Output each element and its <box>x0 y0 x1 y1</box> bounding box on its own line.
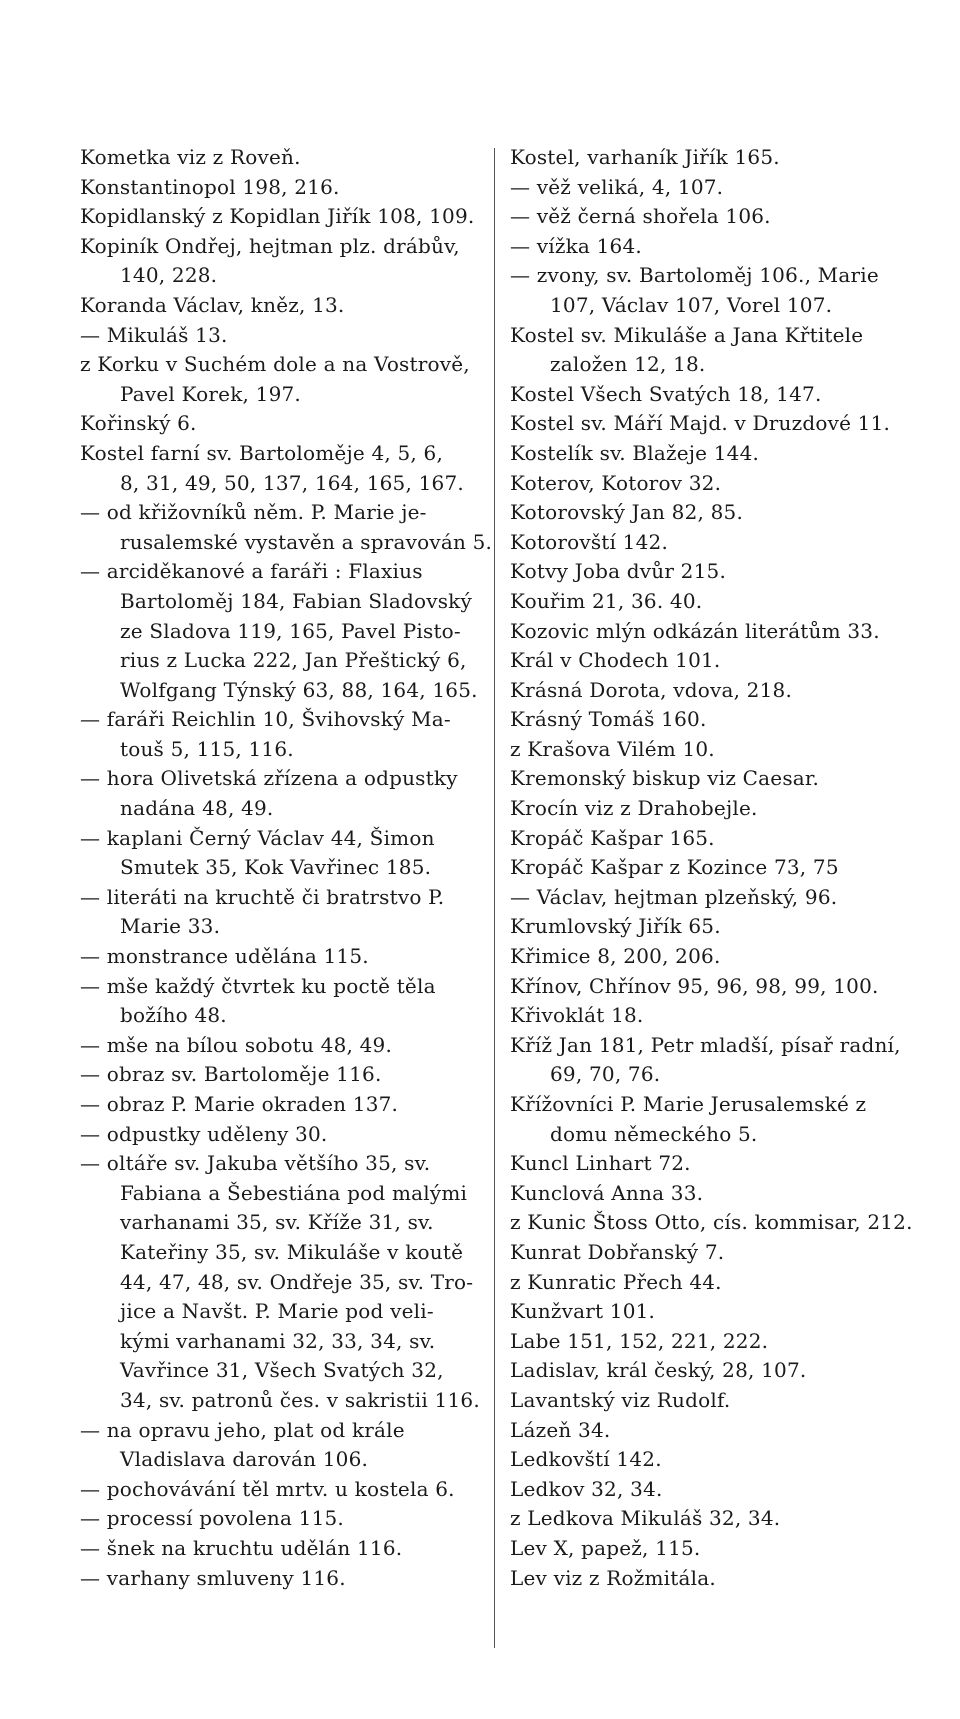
index-entry-line: Kozovic mlýn odkázán literátům 33. <box>510 618 880 643</box>
index-entry-line: Lázeň 34. <box>510 1417 611 1442</box>
index-entry-line: Křimice 8, 200, 206. <box>510 944 721 969</box>
index-entry-line: — varhany smluveny 116. <box>80 1565 346 1590</box>
index-entry-line: Krocín viz z Drahobejle. <box>510 796 758 821</box>
index-entry-line: — arciděkanové a faráři : Flaxius <box>80 559 423 584</box>
index-entry-line: Vladislava darován 106. <box>120 1447 369 1472</box>
index-entry-line: Kostel sv. Mikuláše a Jana Křtitele <box>510 322 864 347</box>
index-entry-line: Křížovníci P. Marie Jerusalemské z <box>510 1092 867 1116</box>
index-entry-line: — oltáře sv. Jakuba většího 35, sv. <box>80 1151 431 1176</box>
index-entry-line: Křivoklát 18. <box>510 1003 644 1028</box>
index-entry-line: Kostel Všech Svatých 18, 147. <box>510 381 822 406</box>
index-entry-line: domu německého 5. <box>550 1121 758 1146</box>
index-entry-line: — hora Olivetská zřízena a odpustky <box>80 766 458 791</box>
index-entry-line: Kopiník Ondřej, hejtman plz. drábův, <box>80 233 460 258</box>
index-entry-line: Fabiana a Šebestiána pod malými <box>120 1180 468 1205</box>
index-entry-line: z Kunic Štoss Otto, cís. kommisar, 212. <box>510 1210 913 1235</box>
index-entry-line: božího 48. <box>120 1003 227 1028</box>
index-entry-line: — odpustky uděleny 30. <box>80 1121 328 1146</box>
index-entry-line: — věž černá shořela 106. <box>510 204 771 229</box>
column-divider <box>494 148 495 1648</box>
index-entry-line: Vavřince 31, Všech Svatých 32, <box>120 1358 444 1383</box>
index-entry-line: Kostel sv. Máří Majd. v Druzdové 11. <box>510 411 891 436</box>
index-entry-line: Kostelík sv. Blažeje 144. <box>510 440 760 465</box>
index-entry-line: Krumlovský Jiřík 65. <box>510 914 721 939</box>
index-entry-line: — na opravu jeho, plat od krále <box>80 1417 405 1442</box>
index-entry-line: Labe 151, 152, 221, 222. <box>510 1328 769 1353</box>
index-entry-line: — Václav, hejtman plzeňský, 96. <box>510 884 838 909</box>
index-entry-line: Lavantský viz Rudolf. <box>510 1387 731 1412</box>
index-entry-line: Krásný Tomáš 160. <box>510 707 707 732</box>
index-entry-line: Kunrat Dobřanský 7. <box>510 1239 725 1264</box>
index-entry-line: Wolfgang Týnský 63, 88, 164, 165. <box>120 677 478 702</box>
index-entry-line: 34, sv. patronů čes. v sakristii 116. <box>120 1387 480 1412</box>
index-entry-line: rius z Lucka 222, Jan Přeštický 6, <box>120 648 467 673</box>
index-entry-line: — pochovávání těl mrtv. u kostela 6. <box>80 1476 455 1501</box>
index-entry-line: nadána 48, 49. <box>120 796 274 821</box>
index-entry-line: varhanami 35, sv. Kříže 31, sv. <box>120 1210 434 1235</box>
index-entry-line: z Ledkova Mikuláš 32, 34. <box>510 1506 781 1531</box>
index-entry-line: Marie 33. <box>120 914 221 939</box>
index-entry-line: 44, 47, 48, sv. Ondřeje 35, sv. Tro- <box>120 1269 474 1294</box>
index-entry-line: Kotvy Joba dvůr 215. <box>510 559 727 584</box>
index-entry-line: Kunclová Anna 33. <box>510 1180 704 1205</box>
index-entry-line: Kostel, varhaník Jiřík 165. <box>510 145 780 169</box>
index-entry-line: Koterov, Kotorov 32. <box>510 470 722 495</box>
index-entry-line: ze Sladova 119, 165, Pavel Pisto- <box>120 618 461 643</box>
index-entry-line: — obraz sv. Bartoloměje 116. <box>80 1062 382 1087</box>
index-entry-line: — věž veliká, 4, 107. <box>510 174 724 199</box>
index-entry-line: — literáti na kruchtě či bratrstvo P. <box>80 884 445 909</box>
index-entry-line: — zvony, sv. Bartoloměj 106., Marie <box>510 263 879 288</box>
index-entry-line: — mše na bílou sobotu 48, 49. <box>80 1032 393 1057</box>
index-entry-line: — obraz P. Marie okraden 137. <box>80 1092 399 1116</box>
index-entry-line: Kateřiny 35, sv. Mikuláše v koutě <box>120 1239 464 1264</box>
index-entry-line: Pavel Korek, 197. <box>120 381 301 406</box>
index-entry-line: — od křižovníků něm. P. Marie je- <box>80 500 427 525</box>
index-column-right <box>510 143 930 1593</box>
index-entry-line: založen 12, 18. <box>550 352 706 377</box>
index-entry-line: Konstantinopol 198, 216. <box>80 174 340 199</box>
index-entry-line: touš 5, 115, 116. <box>120 736 294 761</box>
index-entry-line: Kremonský biskup viz Caesar. <box>510 766 820 791</box>
index-entry-line: — šnek na kruchtu udělán 116. <box>80 1535 403 1560</box>
index-entry-line: — faráři Reichlin 10, Švihovský Ma- <box>80 707 451 732</box>
index-entry-line: Lev X, papež, 115. <box>510 1535 701 1560</box>
index-entry-line: Kunžvart 101. <box>510 1299 656 1324</box>
index-entry-line: Kostel farní sv. Bartoloměje 4, 5, 6, <box>80 440 444 465</box>
index-entry-line: Král v Chodech 101. <box>510 648 721 673</box>
index-entry-line: Kropáč Kašpar 165. <box>510 825 715 850</box>
index-entry-line: Kropáč Kašpar z Kozince 73, 75 <box>510 855 839 880</box>
index-entry-line: 69, 70, 76. <box>550 1062 661 1087</box>
index-entry-line: Kořinský 6. <box>80 411 197 436</box>
index-entry-line: Kouřim 21, 36. 40. <box>510 588 703 613</box>
index-entry-line: — Mikuláš 13. <box>80 322 228 347</box>
index-entry-line: — monstrance udělána 115. <box>80 944 369 969</box>
index-entry-line: kými varhanami 32, 33, 34, sv. <box>120 1328 436 1353</box>
index-entry-line: 107, Václav 107, Vorel 107. <box>550 292 833 317</box>
index-entry-line: Křínov, Chřínov 95, 96, 98, 99, 100. <box>510 973 879 998</box>
index-entry-line: Ledkov 32, 34. <box>510 1476 663 1501</box>
index-entry-line: Bartoloměj 184, Fabian Sladovský <box>120 588 472 613</box>
index-entry-line: — processí povolena 115. <box>80 1506 344 1531</box>
index-entry-line: z Korku v Suchém dole a na Vostrově, <box>80 352 470 377</box>
index-entry-line: — mše každý čtvrtek ku poctě těla <box>80 973 436 998</box>
index-entry-line: — kaplani Černý Václav 44, Šimon <box>80 825 435 850</box>
index-entry-line: 140, 228. <box>120 263 218 288</box>
index-column-left <box>80 143 493 1593</box>
index-entry-line: jice a Navšt. P. Marie pod veli- <box>120 1299 434 1324</box>
index-entry-line: Krásná Dorota, vdova, 218. <box>510 677 793 702</box>
index-entry-line: Lev viz z Rožmitála. <box>510 1565 716 1590</box>
index-entry-line: Kuncl Linhart 72. <box>510 1151 691 1176</box>
index-entry-line: Smutek 35, Kok Vavřinec 185. <box>120 855 432 880</box>
index-entry-line: Kříž Jan 181, Petr mladší, písař radní, <box>510 1032 901 1057</box>
index-entry-line: z Krašova Vilém 10. <box>510 736 715 761</box>
index-entry-line: Kotorovský Jan 82, 85. <box>510 500 744 525</box>
index-entry-line: Kopidlanský z Kopidlan Jiřík 108, 109. <box>80 204 475 229</box>
index-entry-line: rusalemské vystavěn a spravován 5. <box>120 529 493 554</box>
index-entry-line: 8, 31, 49, 50, 137, 164, 165, 167. <box>120 470 464 495</box>
index-entry-line: Ladislav, král český, 28, 107. <box>510 1358 807 1383</box>
index-entry-line: z Kunratic Přech 44. <box>510 1269 722 1294</box>
index-entry-line: Ledkovští 142. <box>510 1447 662 1472</box>
index-entry-line: — vížka 164. <box>510 233 642 258</box>
index-entry-line: Kotorovští 142. <box>510 529 669 554</box>
index-entry-line: Kometka viz z Roveň. <box>80 145 301 169</box>
index-entry-line: Koranda Václav, kněz, 13. <box>80 292 345 317</box>
